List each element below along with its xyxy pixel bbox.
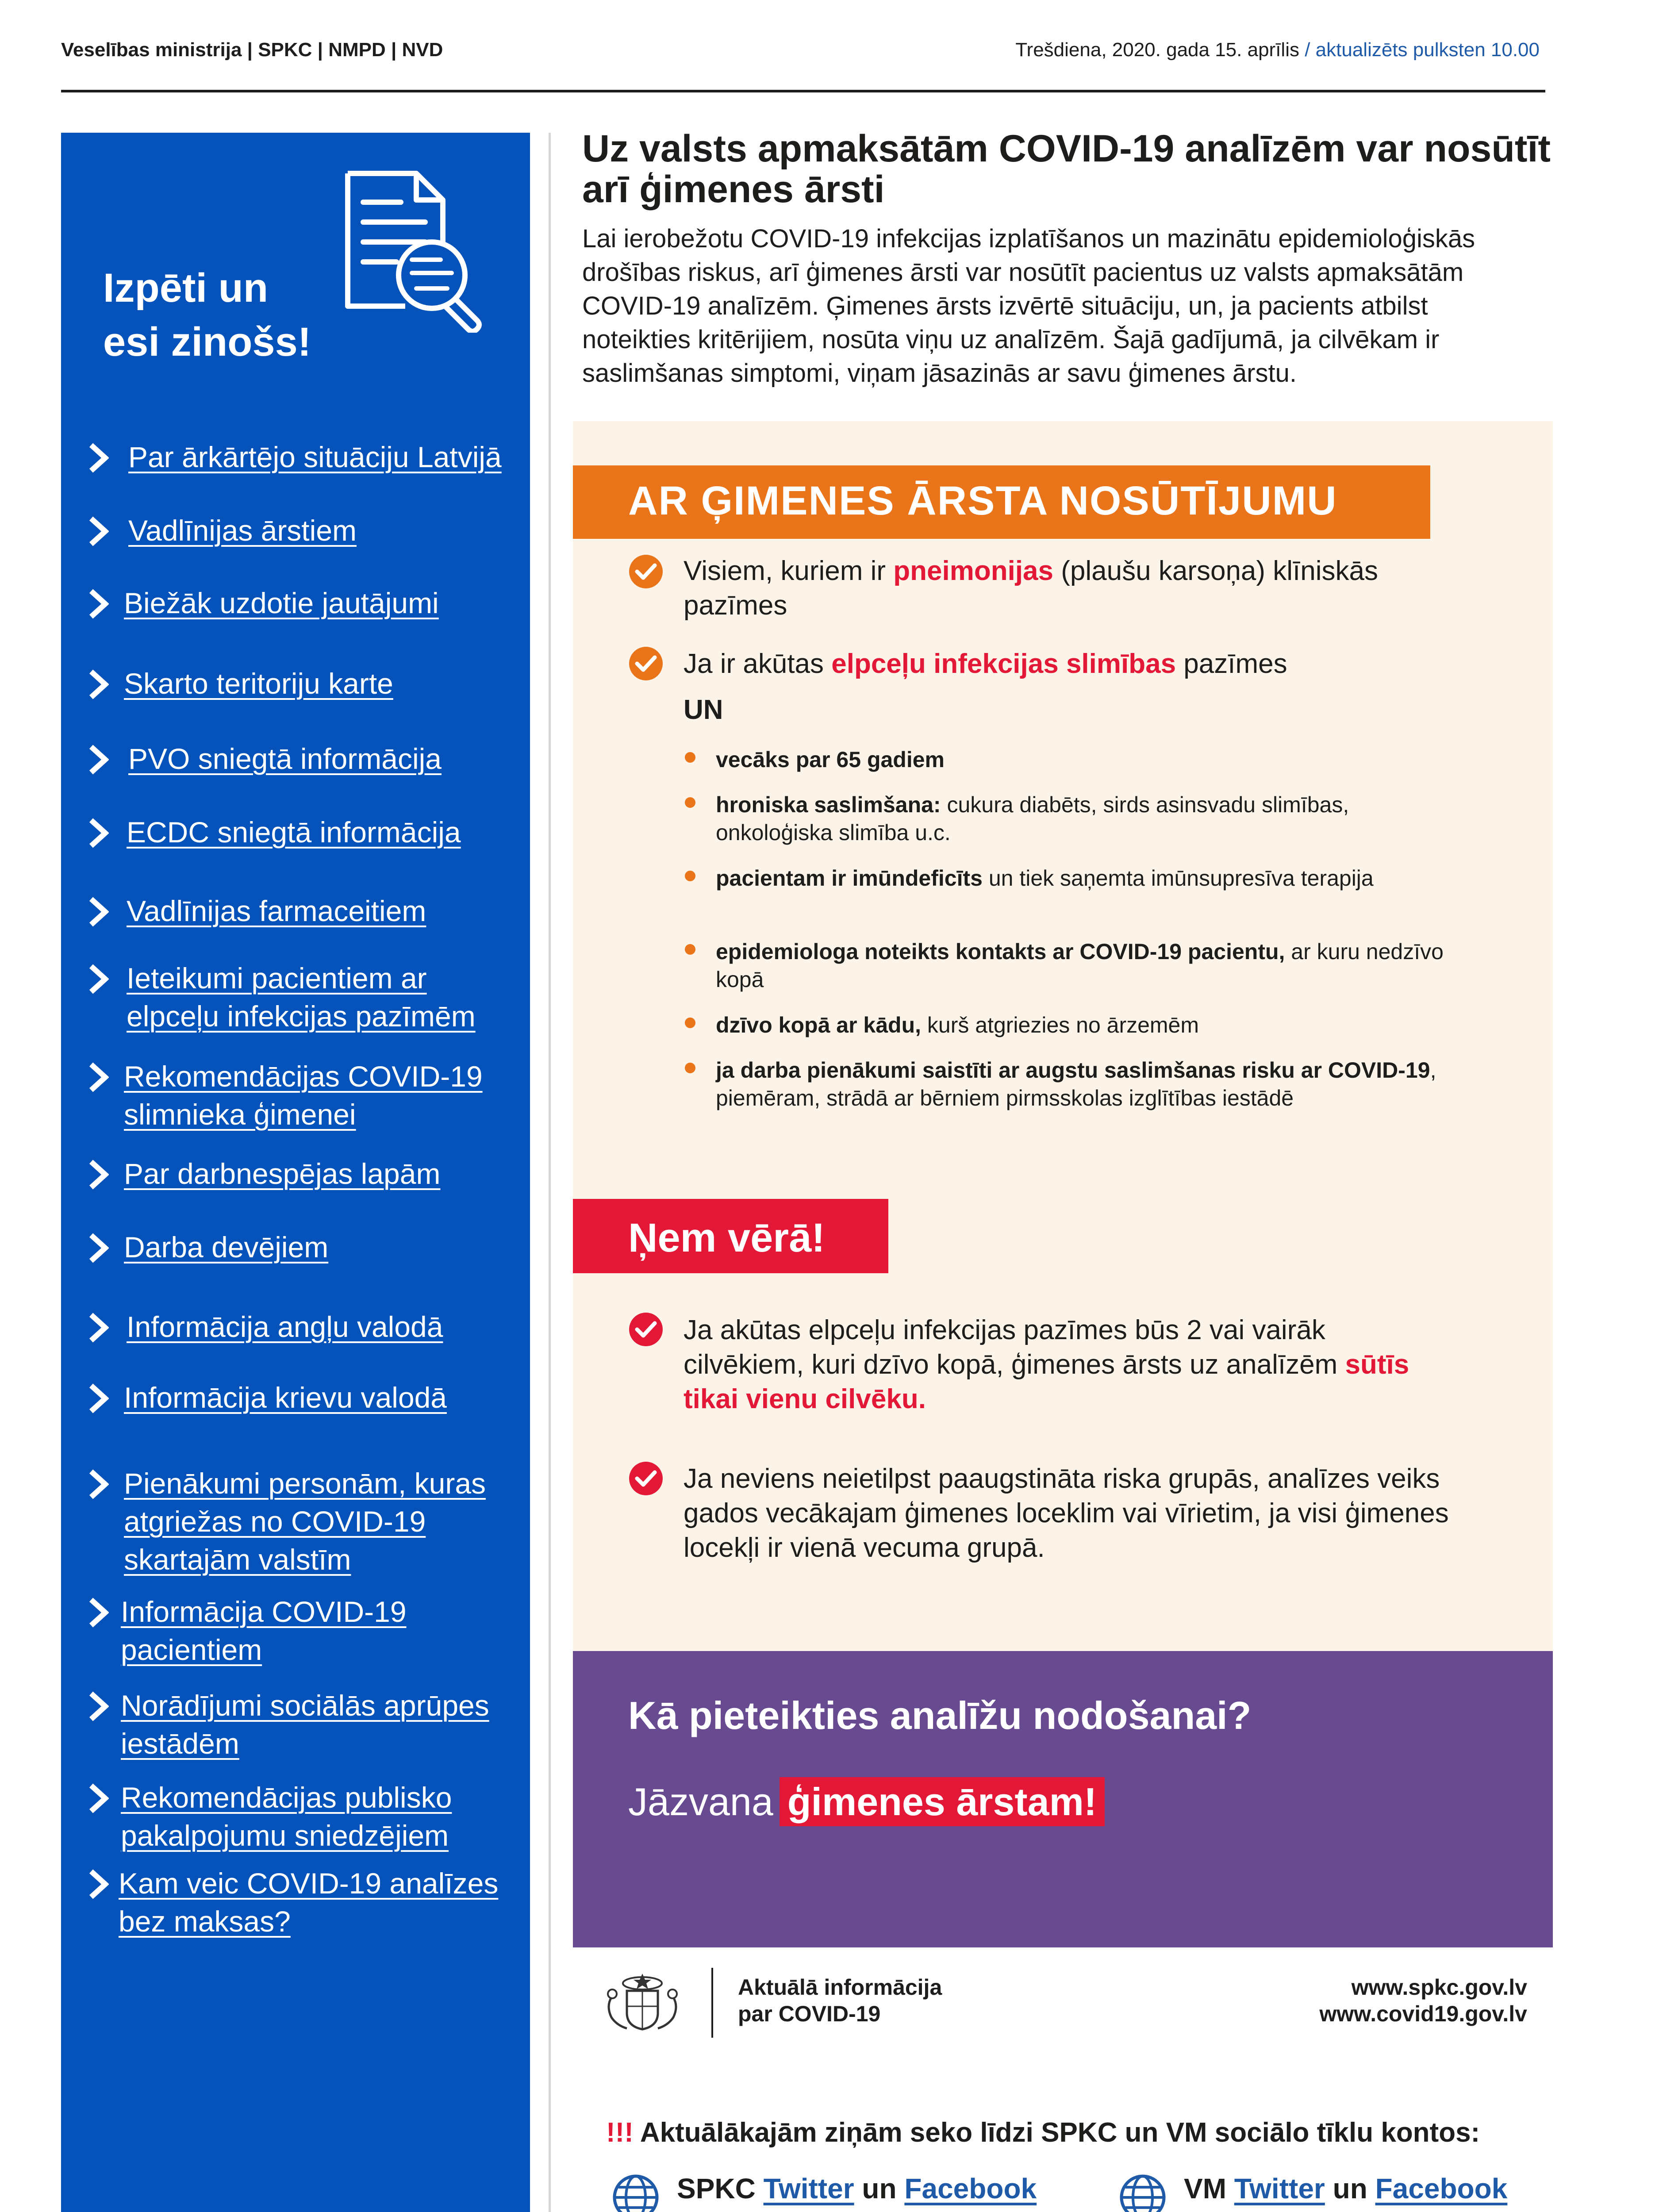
sidebar-title: Izpēti un esi zinošs! bbox=[103, 265, 311, 365]
howto-panel bbox=[573, 1651, 1553, 1947]
chevron-right-icon bbox=[88, 1691, 109, 1722]
check-circle-icon bbox=[628, 554, 664, 589]
chevron-right-icon bbox=[88, 1869, 109, 1900]
howto-question: Kā pieteikties analīžu nodošanai? bbox=[628, 1694, 1252, 1737]
header-updated: / aktualizēts pulksten 10.00 bbox=[1305, 39, 1540, 61]
chevron-right-icon bbox=[88, 516, 109, 547]
chevron-right-icon bbox=[88, 1062, 109, 1093]
check-circle-icon bbox=[628, 1312, 664, 1347]
and-label: UN bbox=[684, 695, 723, 725]
bullet-dot bbox=[685, 871, 695, 881]
note-one: Ja akūtas elpceļu infekcijas pazīmes būs 2 vai vairāk cilvēkiem, kuri dzīvo kopā, ģimenes ārsts uz analīzēm sūtīs tikai vienu cilvēku. bbox=[684, 1315, 1409, 1414]
globe-icon bbox=[611, 2173, 660, 2212]
chevron-right-icon bbox=[88, 1233, 109, 1263]
bullet-dot bbox=[685, 944, 695, 955]
chevron-right-icon bbox=[88, 588, 109, 619]
column-divider bbox=[549, 133, 551, 2212]
bullet-dot bbox=[685, 752, 695, 763]
document-search-icon bbox=[339, 169, 489, 333]
header-date-block bbox=[1015, 39, 1540, 61]
risk-item: epidemiologa noteikts kontakts ar COVID-19 pacientu, ar kuru nedzīvo kopā bbox=[716, 939, 1444, 992]
latvia-coat-of-arms-icon bbox=[603, 1971, 682, 2033]
criterion-pneumonia: Visiem, kuriem ir pneimonijas (plaušu karsoņa) klīniskās pazīmes bbox=[684, 556, 1378, 621]
howto-answer: Jāzvana ģimenes ārstam! bbox=[628, 1779, 1105, 1824]
risk-item: ja darba pienākumi saistīti ar augstu saslimšanas risku ar COVID-19, piemēram, strādā ar bērniem pirmsskolas izglītības iestādē bbox=[716, 1058, 1436, 1110]
sidebar: Izpēti un esi zinošs! Par ārkārtējo situāciju Latvijā Vadlīnijas ārstiem Biežāk uzdotie jautājumi Skarto teritoriju karte PVO sniegtā informācija ECDC sniegtā informācija Vadlīnijas farmaceitiem Ieteikumi pacientiem ar elpceļu infekcijas pazīmēm Rekomendācijas COVID-19 slimnieka ģimenei Par darbnespējas lapām Darba devējiem Informācija angļu valodā Informācija krievu valodā Pienākumi personām, kuras atgriežas no COVID-19 skartajām valstīm Informācija COVID-19 pacientiem Norādījumi sociālās aprūpes iestādēm Rekomendācijas publisko pakalpojumu sniedzējiem Kam veic COVID-19 analīzes bez maksas? bbox=[61, 133, 530, 2212]
howto-answer-highlight: ģimenes ārstam! bbox=[780, 1777, 1105, 1826]
risk-item: dzīvo kopā ar kādu, kurš atgriezies no ārzemēm bbox=[716, 1013, 1199, 1037]
chevron-right-icon bbox=[88, 1159, 109, 1190]
spkc-facebook-link[interactable]: Facebook bbox=[904, 2173, 1037, 2204]
chevron-right-icon bbox=[88, 964, 109, 995]
bullet-dot bbox=[685, 1018, 695, 1028]
chevron-right-icon bbox=[88, 744, 109, 775]
url-covid19[interactable]: www.covid19.gov.lv bbox=[1319, 2001, 1527, 2026]
chevron-right-icon bbox=[88, 1469, 109, 1500]
chevron-right-icon bbox=[88, 1312, 109, 1343]
footer-info: Aktuālā informācija par COVID-19 bbox=[738, 1975, 942, 2026]
url-spkc[interactable]: www.spkc.gov.lv bbox=[1351, 1975, 1527, 2000]
header-divider bbox=[61, 90, 1545, 92]
check-circle-icon bbox=[628, 646, 664, 681]
vm-facebook-link[interactable]: Facebook bbox=[1375, 2173, 1508, 2204]
social-heading: !!! Aktuālākajām ziņām seko līdzi SPKC un VM sociālo tīklu kontos: bbox=[606, 2117, 1480, 2148]
spkc-twitter-link[interactable]: Twitter bbox=[763, 2173, 854, 2204]
chevron-right-icon bbox=[88, 896, 109, 927]
note-two: Ja neviens neietilpst paaugstināta riska grupās, analīzes veiks gados vecākajam ģimenes loceklim vai vīrietim, ja visi ģimenes locekļi ir vienā vecuma grupā. bbox=[684, 1463, 1449, 1563]
note-heading-band bbox=[573, 1199, 888, 1273]
footer-separator bbox=[711, 1968, 713, 2038]
referral-heading-band bbox=[573, 465, 1430, 539]
check-circle-icon bbox=[628, 1461, 664, 1496]
bullet-dot bbox=[685, 797, 695, 808]
intro-paragraph: Lai ierobežotu COVID-19 infekcijas izplatīšanos un mazinātu epidemioloģiskās drošības riskus, arī ģimenes ārsti var nosūtīt pacientus uz valsts apmaksātām COVID-19 analīzēm. Ģimenes ārsts izvērtē situāciju, un, ja pacients atbilst noteikties kritērijiem, nosūta viņu uz analīzēm. Šajā gadījumā, ja cilvēkam ir saslimšanas simptomi, viņam jāsazinās ar savu ģimenes ārstu. bbox=[582, 224, 1475, 388]
risk-item: vecāks par 65 gadiem bbox=[716, 747, 945, 772]
chevron-right-icon bbox=[88, 1597, 109, 1628]
chevron-right-icon bbox=[88, 1383, 109, 1414]
criterion-respiratory: Ja ir akūtas elpceļu infekcijas slimības pazīmes bbox=[684, 649, 1287, 679]
spkc-social: SPKC Twitter un Facebook bbox=[677, 2173, 1037, 2204]
globe-icon bbox=[1118, 2173, 1167, 2212]
chevron-right-icon bbox=[88, 1783, 109, 1814]
footer-urls bbox=[1319, 1974, 1527, 2027]
vm-twitter-link[interactable]: Twitter bbox=[1234, 2173, 1325, 2204]
note-heading: Ņem vērā! bbox=[628, 1215, 825, 1260]
chevron-right-icon bbox=[88, 669, 109, 700]
header-date: Trešdiena, 2020. gada 15. aprīlis bbox=[1015, 39, 1299, 61]
bullet-dot bbox=[685, 1063, 695, 1073]
risk-item: pacientam ir imūndeficīts un tiek saņemta imūnsupresīva terapija bbox=[716, 866, 1374, 891]
vm-social: VM Twitter un Facebook bbox=[1184, 2173, 1508, 2204]
chevron-right-icon bbox=[88, 442, 109, 473]
chevron-right-icon bbox=[88, 818, 109, 849]
referral-heading: AR ĢIMENES ĀRSTA NOSŪTĪJUMU bbox=[628, 478, 1337, 523]
risk-item: hroniska saslimšana: cukura diabēts, sirds asinsvadu slimības, onkoloģiska slimība u.c. bbox=[716, 792, 1349, 845]
header-orgs: Veselības ministrija | SPKC | NMPD | NVD bbox=[61, 39, 443, 61]
page-title: Uz valsts apmaksātām COVID-19 analīzēm var nosūtīt arī ģimenes ārsti bbox=[582, 127, 1551, 211]
